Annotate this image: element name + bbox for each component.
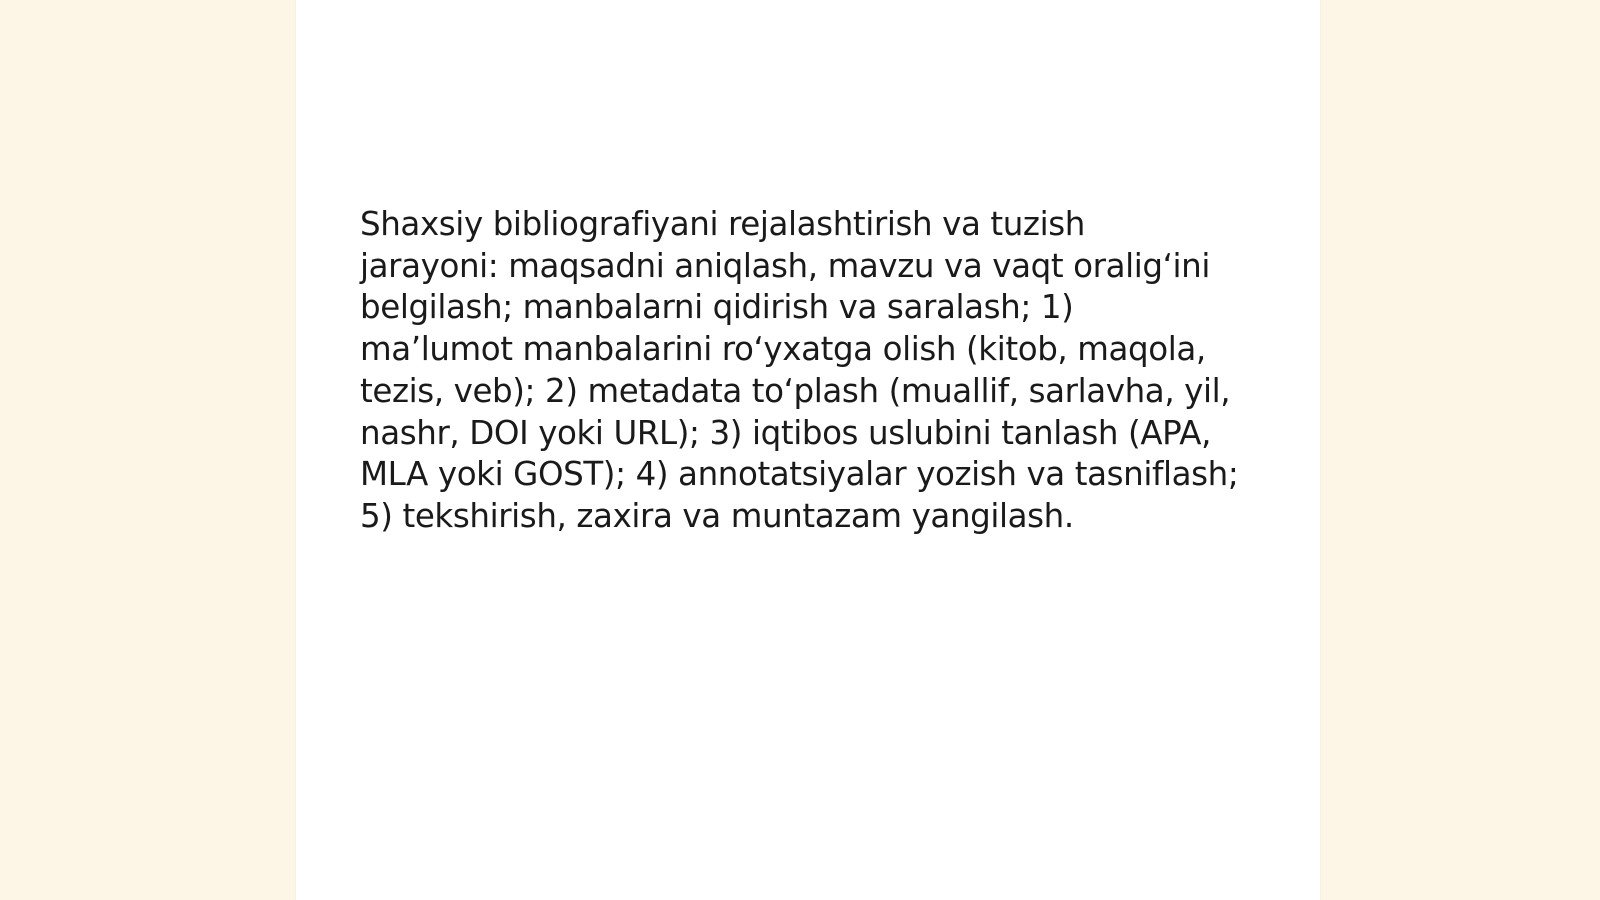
paragraph-line: Shaxsiy bibliografiyani rejalashtirish va tuzish xyxy=(360,205,1085,243)
paragraph-line: jarayoni: maqsadni aniqlash, mavzu va vaqt oralig‘ini xyxy=(360,246,1210,285)
document-page xyxy=(296,0,1320,900)
paragraph-line: tezis, veb); 2) metadata to‘plash (muallif, sarlavha, yil, xyxy=(360,371,1231,410)
body-paragraph xyxy=(360,204,1260,538)
paragraph-line: ma’lumot manbalarini ro‘yxatga olish (kitob, maqola, xyxy=(360,330,1206,369)
paragraph-line: MLA yoki GOST); 4) annotatsiyalar yozish va tasniflash; xyxy=(360,455,1239,494)
paragraph-line: nashr, DOI yoki URL); 3) iqtibos uslubini tanlash (APA, xyxy=(360,413,1212,452)
paragraph-line: 5) tekshirish, zaxira va muntazam yangilash. xyxy=(360,496,1074,535)
paragraph-line: belgilash; manbalarni qidirish va saralash; 1) xyxy=(360,288,1074,327)
